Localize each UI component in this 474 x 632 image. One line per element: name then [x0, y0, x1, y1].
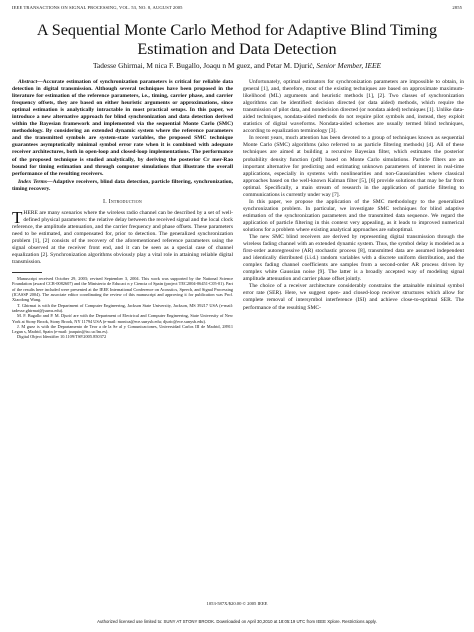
body-paragraph-1: Unfortunately, optimal estimators for synchronization parameters are impossible to obtain, in general [1], and, therefore, most of the existing techniques are based on approximate maximum-likelihood (ML) arguments and heuristic methods [1], [2]. Two classes of synchronization algorithms can be identified: decision directed (or data aided) methods, which require the transmission of pilot data, and nondecision directed (or nondata aided) techniques [1]. Unlike data-aided techniques, nondata-aided methods do not require pilot symbols and, instead, they exploit statistics of digital waveforms. Nondata-aided schemes are usually termed blind techniques, according to equalization terminology [3].	[243, 79, 464, 135]
body-paragraph-5: The choice of a receiver architecture considerably constrains the attainable minimal symbol error rate (SER). Here, we suggest open- and closed-loop receiver structures which allow for complete removal of intersymbol interference (ISI) and achieve close-to-optimal SER. The performance of the resulting SMC-	[243, 283, 464, 311]
journal-header: IEEE TRANSACTIONS ON SIGNAL PROCESSING, VOL. 53, NO. 8, AUGUST 2005	[12, 5, 183, 10]
footnote-affiliation-miguez: J. M guez is with the Departamento de Teor a de la Se al y Comunicaciones, Universidad Carlos III de Madrid, 28911 Legan s, Madrid, Spain (e-mail: joaquin@tsc.uc3m.es).	[12, 323, 233, 335]
intro-paragraph-text: HERE are many scenarios where the wireless radio channel can be described by a set of well-defined physical parameters: the relative delay between the received signal and the local clock reference, the amplitude attenuation, and the carrier frequency and phase offsets. These parameters need to be estimated, and compensated for, prior to detection. The generalized synchronization problem [1], [2] consists of the recovery of the aforementioned reference parameters using the signal observed at the receiver front end, and it can be seen as a special case of channel equalization [2]. Synchronization algorithms obviously play a vital role in attaining reliable digital transmission.	[12, 209, 233, 266]
left-column	[12, 79, 233, 340]
footnote-rule	[12, 272, 42, 273]
footnote-affiliation-ghirmai: T. Ghirmai is with the Department of Computer Engineering, Jackson State University, Jackson, MS 39217 USA (e-mail: tadesse.ghirmai@jsums.edu).	[12, 302, 233, 313]
index-terms-text: —Adaptive receivers, blind data detection, particle filtering, synchronization, timing recovery.	[12, 178, 233, 192]
body-paragraph-3: In this paper, we propose the application of the SMC methodology to the generalized synchronization problem. In particular, we investigate SMC techniques for blind adaptive estimation of the synchronization parameters and the transmitted data sequence. We regard the application of particle filtering in this context very appealing, as it leads to improved numerical solutions for a problem where existing analytical approaches are suboptimal.	[243, 198, 464, 233]
abstract	[12, 79, 233, 178]
author-line	[10, 61, 464, 70]
footnote-manuscript: Manuscript received October 29, 2003; revised September 3, 2004. This work was supported by the National Science Foundation (award CCR-0082607) and the Ministerio de Educaci n y Ciencia of Spain (project TEC2004-06451-C05-01). Part of the results here included were presented at the IEEE International Conference on Acoustics, Speech, and Signal Processing (ICASSP 2004). The associate editor coordinating the review of this manuscript and approving it for publication was Prof. Xiaodong Wang.	[12, 276, 233, 303]
footnote-doi: Digital Object Identifier 10.1109/TSP.2005.850372	[17, 334, 107, 340]
running-header	[12, 5, 462, 10]
right-column	[243, 79, 464, 312]
abstract-label: Abstract	[18, 79, 38, 85]
drop-cap: T	[12, 207, 23, 227]
author-names: Tadesse Ghirmai, M nica F. Bugallo, Joaqu n M guez, and Petar M. Djurić,	[92, 61, 315, 70]
intro-paragraph	[12, 207, 233, 266]
authorized-use-notice: Authorized licensed use limited to: SUNY AT STONY BROOK. Downloaded on April 30,2010 at 18:05:19 UTC from IEEE Xplore. Restrictions apply.	[97, 619, 377, 624]
abstract-text: —Accurate estimation of synchronization parameters is critical for reliable data detection in digital transmission. Although several techniques have been proposed in the literature for estimation of the reference parameters, i.e., timing, carrier phase, and carrier frequency offsets, they are based on either heuristic arguments or approximations, since optimal estimation is analytically intractable in most practical setups. In this paper, we introduce a new alternative approach for blind synchronization and data detection derived within the Bayesian framework and implemented via the sequential Monte Carlo (SMC) methodology. By considering an extended dynamic system where the reference parameters and the transmitted symbols are system-state variables, the proposed SMC technique guarantees asymptotically minimal symbol error rate when it is combined with adequate receiver architectures, both in open-loop and closed-loop implementations. The performance of the proposed technique is studied analytically, by deriving the posterior Cr mer-Rao bound for timing estimation and through computer simulations that illustrate the overall performance of the resulting receivers.	[12, 79, 233, 177]
section-heading-introduction: I. Introduction	[103, 198, 142, 205]
author-suffix: Senior Member, IEEE	[316, 61, 382, 70]
footnote-affiliation-bugallo-djuric: M. F. Bugallo and P. M. Djurić are with the Department of Electrical and Computer Engineering, State University of New York at Stony Brook, Stony Brook, NY 11794 USA (e-mail: monica@ece.sunysb.edu; djuric@ece.sunysb.edu).	[12, 313, 233, 324]
body-paragraph-2: In recent years, much attention has been devoted to a group of techniques known as sequential Monte Carlo (SMC) algorithms (also referred to as particle filtering methods) [4]. All of these techniques are aimed at building a recursive Bayesian filter, which estimates the posterior probability density function (pdf) based on Monte Carlo simulations. Particle filters are an important alternative for predicting and estimating unknown parameters of interest in real-time applications, especially in systems with nonlinearities and non-Gaussianities where classical approaches based on the well-known Kalman filter [5], [6] provide solutions that may be far from optimal. Specifically, a main stream of research in the application of particle filtering to communications is currently under way [7].	[243, 135, 464, 198]
page-number: 2855	[452, 5, 462, 10]
paper-title: A Sequential Monte Carlo Method for Adaptive Blind Timing Estimation and Data Detection	[36, 21, 438, 58]
body-paragraph-4: The new SMC blind receivers are derived by representing digital transmission through the wireless fading channel with an extended dynamic system. Thus, the symbol delay is modeled as a first-order autoregressive (AR) stochastic process [8], transmitted data are assumed independent and identically distributed (i.i.d.) random variables with a discrete uniform distribution, and the complex fading channel coefficients are samples from a second-order AR process driven by complex white Gaussian noise [9]. The latter is a broadly accepted way of modeling signal amplitude attenuation and carrier phase offset jointly.	[243, 234, 464, 283]
index-terms-label: Index Terms	[18, 178, 48, 185]
copyright-line: 1053-587X/$20.00 © 2005 IEEE	[206, 601, 268, 606]
index-terms	[12, 179, 233, 193]
